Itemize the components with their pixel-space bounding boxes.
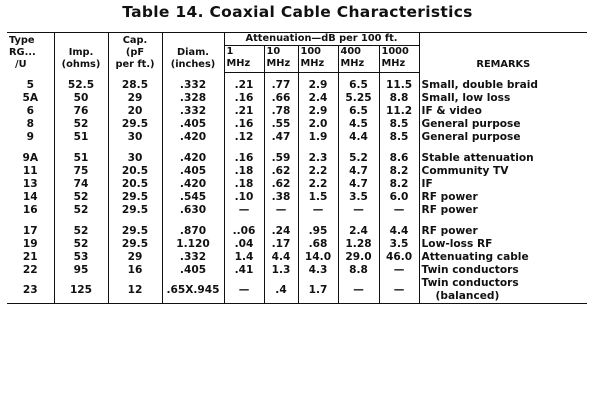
- table-row: [7, 105, 587, 118]
- header-att-1000mhz: 1000 MHz: [379, 46, 419, 73]
- cell-capacitance: 28.5: [108, 73, 162, 93]
- cell-att-1mhz: .21: [224, 105, 264, 118]
- cell-att-100mhz: 2.4: [298, 92, 338, 105]
- cell-type: 23: [22, 283, 38, 296]
- cell-diameter: .405: [162, 165, 224, 178]
- table-body: [7, 73, 587, 304]
- group-spacer: [7, 144, 587, 152]
- cell-att-400mhz: 4.4: [338, 131, 379, 144]
- cell-capacitance: 20.5: [108, 178, 162, 191]
- cell-type: 22: [22, 264, 38, 276]
- cell-remarks: RF power: [419, 191, 587, 204]
- cell-att-1mhz: —: [224, 277, 264, 304]
- cell-impedance: 52: [54, 238, 108, 251]
- header-diameter: Diam. (inches): [162, 33, 224, 73]
- cell-type: 9A: [22, 152, 39, 164]
- spacer-cell: [108, 217, 162, 225]
- cell-att-10mhz: .17: [264, 238, 298, 251]
- cell-att-1mhz: .21: [224, 73, 264, 93]
- cell-capacitance: 29.5: [108, 204, 162, 217]
- spacer-cell: [264, 217, 298, 225]
- spacer-cell: [108, 144, 162, 152]
- cell-att-400mhz: 4.7: [338, 178, 379, 191]
- cell-impedance: 51: [54, 152, 108, 165]
- cell-att-10mhz: .66: [264, 92, 298, 105]
- cell-diameter: .420: [162, 131, 224, 144]
- cell-diameter: .332: [162, 251, 224, 264]
- spacer-cell: [7, 217, 54, 225]
- cell-att-1000mhz: —: [379, 277, 419, 304]
- cell-att-400mhz: 8.8: [338, 264, 379, 277]
- spacer-cell: [419, 144, 587, 152]
- cell-remarks: RF power: [419, 225, 587, 238]
- group-spacer: [7, 217, 587, 225]
- cell-att-10mhz: .62: [264, 165, 298, 178]
- cell-diameter: .630: [162, 204, 224, 217]
- cell-att-10mhz: .59: [264, 152, 298, 165]
- cell-att-1mhz: 1.4: [224, 251, 264, 264]
- cell-att-10mhz: —: [264, 204, 298, 217]
- cell-capacitance: 29.5: [108, 118, 162, 131]
- spacer-cell: [419, 217, 587, 225]
- cell-impedance: 50: [54, 92, 108, 105]
- header-att-400mhz: 400 MHz: [338, 46, 379, 73]
- spacer-cell: [379, 217, 419, 225]
- cell-type: 21: [22, 251, 38, 263]
- cell-capacitance: 16: [108, 264, 162, 277]
- table-row: [7, 165, 587, 178]
- table-row: [7, 204, 587, 217]
- cell-capacitance: 29: [108, 92, 162, 105]
- cell-att-1000mhz: 8.5: [379, 118, 419, 131]
- table-row: [7, 118, 587, 131]
- table-title: Table 14. Coaxial Cable Characteristics: [122, 3, 473, 21]
- cell-att-400mhz: 6.5: [338, 105, 379, 118]
- cable-table: [7, 32, 587, 304]
- cell-att-400mhz: 3.5: [338, 191, 379, 204]
- cell-att-1000mhz: 11.2: [379, 105, 419, 118]
- cell-diameter: .545: [162, 191, 224, 204]
- spacer-cell: [7, 144, 54, 152]
- cell-att-1mhz: .18: [224, 178, 264, 191]
- spacer-cell: [338, 144, 379, 152]
- cell-att-400mhz: —: [338, 277, 379, 304]
- cell-att-1000mhz: 8.2: [379, 178, 419, 191]
- header-type: Type RG... /U: [7, 33, 54, 73]
- cell-impedance: 52: [54, 191, 108, 204]
- cell-capacitance: 29.5: [108, 191, 162, 204]
- cell-att-1mhz: .10: [224, 191, 264, 204]
- table-row: [7, 264, 587, 277]
- spacer-cell: [379, 144, 419, 152]
- spacer-cell: [264, 144, 298, 152]
- spacer-cell: [162, 217, 224, 225]
- cell-diameter: .405: [162, 118, 224, 131]
- header-att-100mhz: 100 MHz: [298, 46, 338, 73]
- cell-att-400mhz: 4.7: [338, 165, 379, 178]
- cell-impedance: 76: [54, 105, 108, 118]
- cell-att-100mhz: 14.0: [298, 251, 338, 264]
- cell-att-1000mhz: 8.5: [379, 131, 419, 144]
- cell-impedance: 95: [54, 264, 108, 277]
- cell-diameter: .405: [162, 264, 224, 277]
- cell-att-1mhz: ..06: [224, 225, 264, 238]
- header-remarks: REMARKS: [419, 33, 587, 73]
- cell-att-400mhz: 2.4: [338, 225, 379, 238]
- cell-att-400mhz: 1.28: [338, 238, 379, 251]
- cell-type: 8: [26, 118, 34, 130]
- cell-att-100mhz: 2.9: [298, 105, 338, 118]
- cell-att-400mhz: —: [338, 204, 379, 217]
- cell-remarks: Stable attenuation: [419, 152, 587, 165]
- cell-type: 17: [22, 225, 38, 237]
- cell-type: 14: [22, 191, 38, 203]
- cell-capacitance: 30: [108, 152, 162, 165]
- cell-impedance: 52: [54, 204, 108, 217]
- table-row: [7, 277, 587, 304]
- cell-impedance: 75: [54, 165, 108, 178]
- cell-remarks: Twin conductors (balanced): [419, 277, 587, 304]
- cell-capacitance: 12: [108, 277, 162, 304]
- cell-att-1000mhz: 3.5: [379, 238, 419, 251]
- header-attenuation-group: Attenuation—dB per 100 ft.: [224, 33, 419, 46]
- cell-impedance: 74: [54, 178, 108, 191]
- cell-diameter: .332: [162, 105, 224, 118]
- cell-att-400mhz: 29.0: [338, 251, 379, 264]
- cell-att-1mhz: .18: [224, 165, 264, 178]
- cell-att-1000mhz: 11.5: [379, 73, 419, 93]
- cell-remarks: IF: [419, 178, 587, 191]
- cell-diameter: 1.120: [162, 238, 224, 251]
- cell-att-10mhz: .24: [264, 225, 298, 238]
- cell-capacitance: 29.5: [108, 238, 162, 251]
- cell-diameter: .328: [162, 92, 224, 105]
- spacer-cell: [54, 217, 108, 225]
- table-row: [7, 251, 587, 264]
- table-row: [7, 73, 587, 93]
- cell-diameter: .420: [162, 152, 224, 165]
- cell-att-1000mhz: 8.8: [379, 92, 419, 105]
- cell-att-10mhz: .38: [264, 191, 298, 204]
- cell-att-100mhz: 1.9: [298, 131, 338, 144]
- cell-diameter: .65X.945: [162, 277, 224, 304]
- cell-att-1mhz: .41: [224, 264, 264, 277]
- cell-att-10mhz: .62: [264, 178, 298, 191]
- cell-att-10mhz: .55: [264, 118, 298, 131]
- cell-att-1mhz: .16: [224, 118, 264, 131]
- cell-att-100mhz: 2.2: [298, 178, 338, 191]
- cell-type: 11: [22, 165, 38, 177]
- cell-type: 13: [22, 178, 38, 190]
- cell-remarks: Attenuating cable: [419, 251, 587, 264]
- cell-att-1000mhz: 8.6: [379, 152, 419, 165]
- cell-remarks: Community TV: [419, 165, 587, 178]
- table-row: [7, 92, 587, 105]
- cell-att-10mhz: .77: [264, 73, 298, 93]
- spacer-cell: [338, 217, 379, 225]
- cell-remarks: General purpose: [419, 118, 587, 131]
- cell-remarks: RF power: [419, 204, 587, 217]
- cell-att-400mhz: 5.2: [338, 152, 379, 165]
- cell-diameter: .870: [162, 225, 224, 238]
- cell-att-100mhz: .68: [298, 238, 338, 251]
- cell-type: 9: [26, 131, 34, 143]
- cell-att-100mhz: 2.3: [298, 152, 338, 165]
- cell-att-100mhz: 1.7: [298, 277, 338, 304]
- cell-impedance: 52.5: [54, 73, 108, 93]
- cell-impedance: 52: [54, 225, 108, 238]
- cell-remarks: General purpose: [419, 131, 587, 144]
- cell-att-10mhz: 4.4: [264, 251, 298, 264]
- cell-att-100mhz: .95: [298, 225, 338, 238]
- cell-capacitance: 29.5: [108, 225, 162, 238]
- cell-att-100mhz: 2.0: [298, 118, 338, 131]
- cell-att-10mhz: .47: [264, 131, 298, 144]
- cell-type: 6: [26, 105, 34, 117]
- spacer-cell: [298, 217, 338, 225]
- cell-att-400mhz: 4.5: [338, 118, 379, 131]
- cell-att-1000mhz: —: [379, 204, 419, 217]
- cell-type: 19: [22, 238, 38, 250]
- cell-impedance: 51: [54, 131, 108, 144]
- cell-att-1000mhz: 4.4: [379, 225, 419, 238]
- cell-diameter: .332: [162, 73, 224, 93]
- header-impedance: Imp. (ohms): [54, 33, 108, 73]
- spacer-cell: [54, 144, 108, 152]
- cell-att-10mhz: 1.3: [264, 264, 298, 277]
- cell-impedance: 52: [54, 118, 108, 131]
- cell-capacitance: 30: [108, 131, 162, 144]
- spacer-cell: [162, 144, 224, 152]
- cell-impedance: 53: [54, 251, 108, 264]
- table-row: [7, 178, 587, 191]
- cell-remarks: Small, double braid: [419, 73, 587, 93]
- cell-att-400mhz: 5.25: [338, 92, 379, 105]
- cell-diameter: .420: [162, 178, 224, 191]
- cell-att-400mhz: 6.5: [338, 73, 379, 93]
- cell-att-1mhz: .04: [224, 238, 264, 251]
- cell-capacitance: 29: [108, 251, 162, 264]
- header-att-1mhz: 1 MHz: [224, 46, 264, 73]
- cell-impedance: 125: [54, 277, 108, 304]
- cell-att-10mhz: .4: [264, 277, 298, 304]
- cell-att-100mhz: 2.2: [298, 165, 338, 178]
- cell-att-1000mhz: 46.0: [379, 251, 419, 264]
- header-att-10mhz: 10 MHz: [264, 46, 298, 73]
- cell-type: 5A: [22, 92, 39, 104]
- cell-att-1000mhz: 8.2: [379, 165, 419, 178]
- spacer-cell: [224, 217, 264, 225]
- table-row: [7, 238, 587, 251]
- cell-att-100mhz: 2.9: [298, 73, 338, 93]
- cell-att-10mhz: .78: [264, 105, 298, 118]
- table-row: [7, 225, 587, 238]
- cell-remarks: Twin conductors: [419, 264, 587, 277]
- cell-type: 5: [26, 78, 34, 91]
- cell-remarks: Small, low loss: [419, 92, 587, 105]
- spacer-cell: [298, 144, 338, 152]
- cell-att-1mhz: .16: [224, 152, 264, 165]
- header-capacitance: Cap. (pF per ft.): [108, 33, 162, 73]
- table-row: [7, 191, 587, 204]
- cell-remarks: Low-loss RF: [419, 238, 587, 251]
- cell-att-1mhz: .16: [224, 92, 264, 105]
- cell-capacitance: 20: [108, 105, 162, 118]
- cell-att-1mhz: .12: [224, 131, 264, 144]
- table-row: [7, 152, 587, 165]
- cell-capacitance: 20.5: [108, 165, 162, 178]
- cell-remarks: IF & video: [419, 105, 587, 118]
- spacer-cell: [224, 144, 264, 152]
- cell-att-100mhz: 4.3: [298, 264, 338, 277]
- cell-att-100mhz: 1.5: [298, 191, 338, 204]
- cell-att-1mhz: —: [224, 204, 264, 217]
- cell-att-1000mhz: 6.0: [379, 191, 419, 204]
- table-row: [7, 131, 587, 144]
- cell-att-1000mhz: —: [379, 264, 419, 277]
- cell-att-100mhz: —: [298, 204, 338, 217]
- cell-type: 16: [22, 204, 38, 216]
